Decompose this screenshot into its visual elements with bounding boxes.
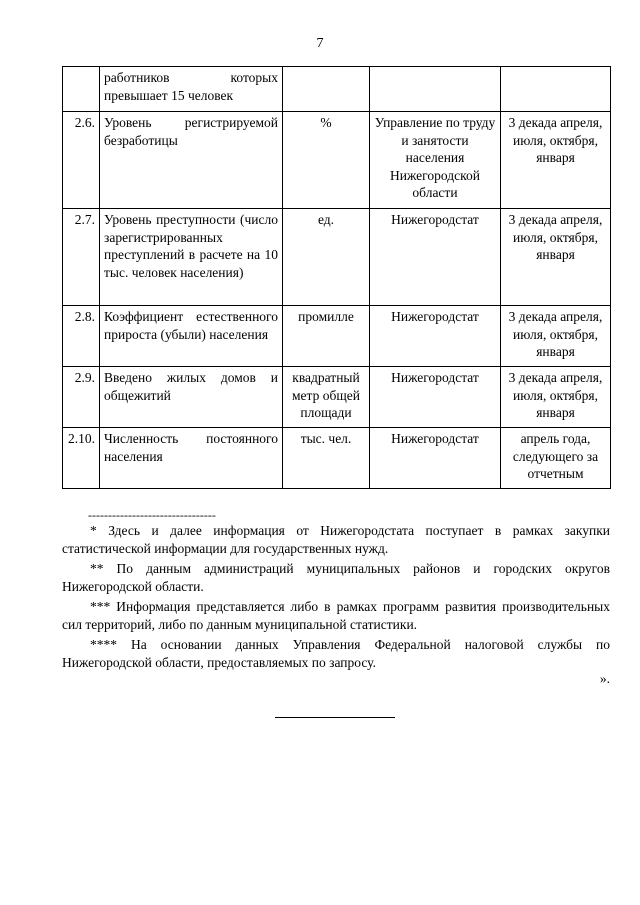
row-number: 2.8. xyxy=(63,306,100,367)
indicator-name: Коэффициент естественного прироста (убыли) населения xyxy=(100,306,283,367)
footnote-separator: -------------------------------- xyxy=(88,508,216,522)
source-cell: Нижегородстат xyxy=(370,306,501,367)
footnote-1: * Здесь и далее информация от Нижегородстата поступает в рамках закупки статистической информации для государственных нужд. xyxy=(62,523,610,556)
indicator-name: Уровень регистрируемой безработицы xyxy=(100,112,283,209)
row-number: 2.7. xyxy=(63,209,100,306)
unit-cell: тыс. чел. xyxy=(283,428,370,489)
indicator-name: Введено жилых домов и общежитий xyxy=(100,367,283,428)
deadline-cell: апрель года, следующего за отчетным xyxy=(501,428,611,489)
unit-cell: ед. xyxy=(283,209,370,306)
row-number: 2.10. xyxy=(63,428,100,489)
footnotes xyxy=(62,522,610,674)
deadline-cell: 3 декада апреля, июля, октября, января xyxy=(501,209,611,306)
unit-cell: промилле xyxy=(283,306,370,367)
row-number: 2.9. xyxy=(63,367,100,428)
source-cell: Нижегородстат xyxy=(370,428,501,489)
footnote-2: ** По данным администраций муниципальных районов и городских округов Нижегородской области. xyxy=(62,561,610,594)
indicator-name: Уровень преступности (число зарегистрированных преступлений в расчете на 10 тыс. человек населения) xyxy=(100,209,283,306)
deadline-cell: 3 декада апреля, июля, октября, января xyxy=(501,112,611,209)
footnote-4: **** На основании данных Управления Федеральной налоговой службы по Нижегородской области, предоставляемых по запросу. xyxy=(62,637,610,670)
table-row xyxy=(63,367,611,428)
indicators-table xyxy=(62,66,611,489)
table-row xyxy=(63,112,611,209)
unit-cell: квадратный метр общей площади xyxy=(283,367,370,428)
indicator-name: Численность постоянного населения xyxy=(100,428,283,489)
row-number: 2.6. xyxy=(63,112,100,209)
row-number xyxy=(63,67,100,112)
end-rule xyxy=(275,717,395,718)
table-row xyxy=(63,428,611,489)
page-number: 7 xyxy=(316,36,324,51)
unit-cell: % xyxy=(283,112,370,209)
table-row xyxy=(63,67,611,112)
table-row xyxy=(63,306,611,367)
indicator-name: работников которых превышает 15 человек xyxy=(100,67,283,112)
source-cell: Нижегородстат xyxy=(370,209,501,306)
source-cell xyxy=(370,67,501,112)
deadline-cell xyxy=(501,67,611,112)
table-row xyxy=(63,209,611,306)
source-cell: Управление по труду и занятости населения Нижегородской области xyxy=(370,112,501,209)
deadline-cell: 3 декада апреля, июля, октября, января xyxy=(501,306,611,367)
closing-quote-mark: ». xyxy=(599,671,610,686)
deadline-cell: 3 декада апреля, июля, октября, января xyxy=(501,367,611,428)
source-cell: Нижегородстат xyxy=(370,367,501,428)
footnote-3: *** Информация представляется либо в рамках программ развития производительных сил территорий, либо по данным муниципальной статистики. xyxy=(62,599,610,632)
unit-cell xyxy=(283,67,370,112)
